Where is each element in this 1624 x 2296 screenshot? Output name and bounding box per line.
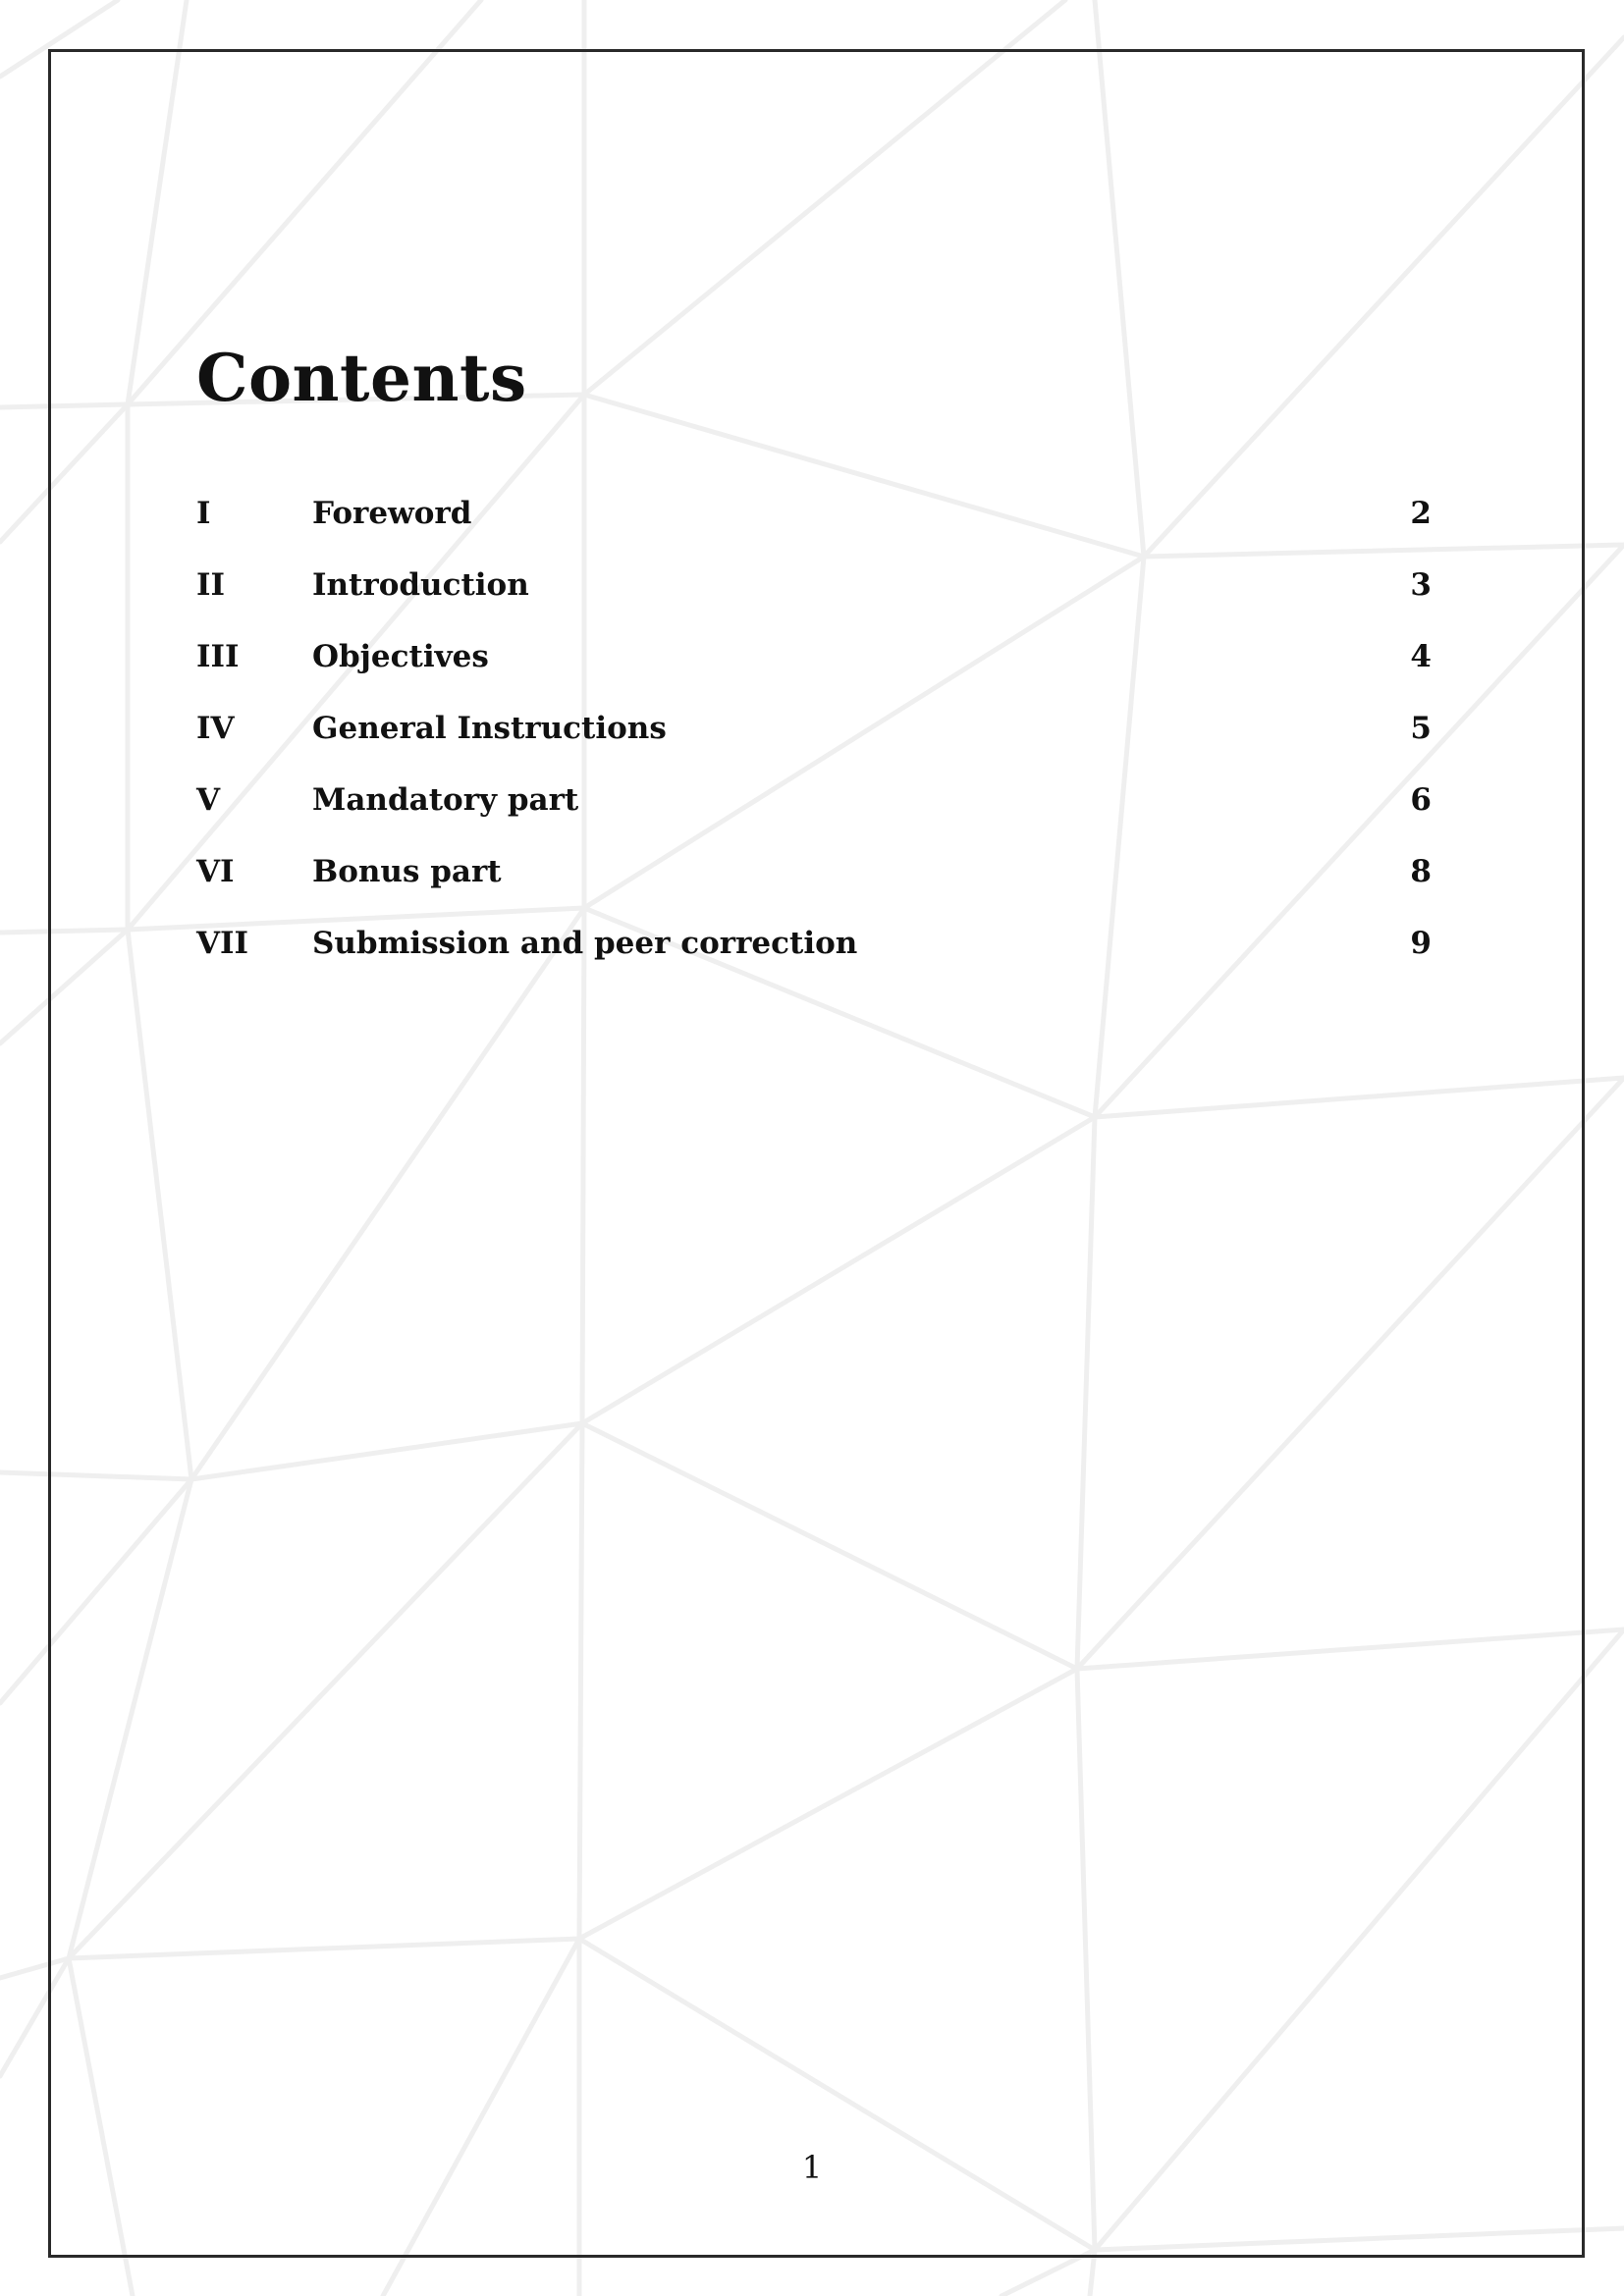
toc-entry-page[interactable]: 5 (1410, 711, 1432, 746)
toc-entry-number: II (196, 567, 226, 603)
toc-entry-title[interactable]: Introduction (312, 567, 529, 603)
page-number: 1 (801, 2149, 823, 2186)
toc-entry-title[interactable]: Mandatory part (312, 782, 579, 818)
toc-entry-page[interactable]: 2 (1410, 496, 1432, 531)
toc-entry-page[interactable]: 3 (1410, 567, 1432, 603)
toc-entry-mandatory-part[interactable] (196, 775, 1432, 847)
toc-entry-title[interactable]: Submission and peer correction (312, 926, 858, 961)
toc-entry-title[interactable]: Bonus part (312, 854, 502, 889)
toc-entry-title[interactable]: General Instructions (312, 711, 667, 746)
toc-entry-objectives[interactable] (196, 632, 1432, 704)
toc-entry-page[interactable]: 8 (1410, 854, 1432, 889)
table-of-contents (196, 489, 1432, 990)
toc-entry-number: I (196, 496, 211, 531)
toc-entry-number: V (196, 782, 221, 818)
toc-entry-submission[interactable] (196, 919, 1432, 990)
toc-entry-page[interactable]: 6 (1410, 782, 1432, 818)
toc-entry-number: VI (196, 854, 235, 889)
toc-entry-bonus-part[interactable] (196, 847, 1432, 919)
toc-entry-introduction[interactable] (196, 561, 1432, 632)
toc-entry-number: III (196, 639, 240, 674)
contents-heading: Contents (196, 340, 527, 416)
toc-entry-foreword[interactable] (196, 489, 1432, 561)
toc-entry-title[interactable]: Foreword (312, 496, 472, 531)
toc-entry-number: IV (196, 711, 235, 746)
toc-entry-page[interactable]: 9 (1410, 926, 1432, 961)
toc-entry-page[interactable]: 4 (1410, 639, 1432, 674)
toc-entry-general-instructions[interactable] (196, 704, 1432, 775)
toc-entry-title[interactable]: Objectives (312, 639, 489, 674)
toc-entry-number: VII (196, 926, 249, 961)
